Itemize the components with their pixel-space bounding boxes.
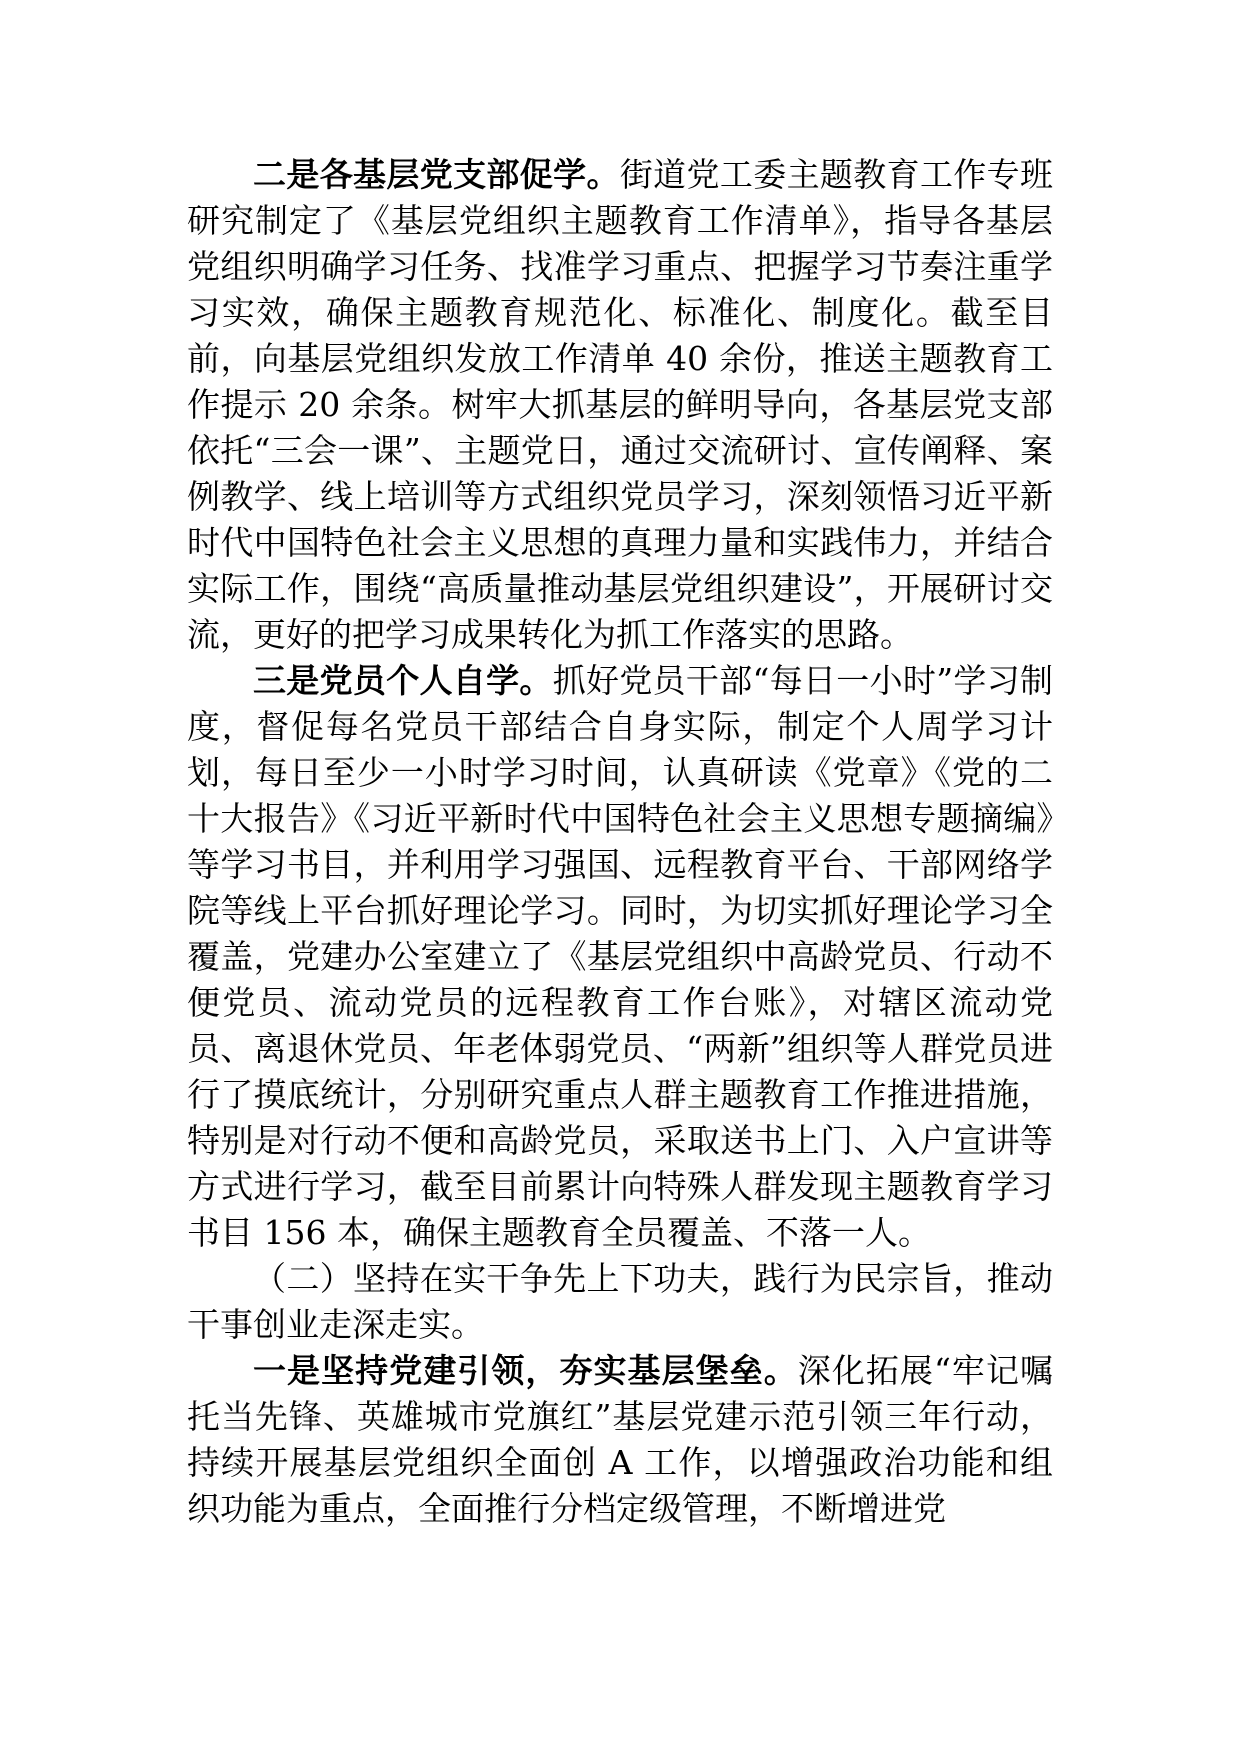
paragraph-body: 街道党工委主题教育工作专班研究制定了《基层党组织主题教育工作清单》，指导各基层党组织明确学习任务、找准学习重点、把握学习节奏注重学习实效，确保主题教育规范化、标准化、制度化。截至目前，向基层党组织发放工作清单 40 余份，推送主题教育工作提示 20 余条。树牢大抓基层的鲜明导向，各基层党支部依托“三会一课”、主题党日，通过交流研讨、宣传阐释、案例教学、线上培训等方式组织党员学习，深刻领悟习近平新时代中国特色社会主义思想的真理力量和实践伟力，并结合实际工作，围绕“高质量推动基层党组织建设”，开展研讨交流，更好的把学习成果转化为抓工作落实的思路。: [187, 155, 1054, 654]
paragraph-branch-study: [187, 152, 1053, 658]
paragraph-self-study: [187, 658, 1053, 1256]
paragraph-heading: 一是坚持党建引领，夯实基层堡垒。: [253, 1351, 798, 1390]
paragraph-body: 抓好党员干部“每日一小时”学习制度，督促每名党员干部结合自身实际，制定个人周学习计划，每日至少一小时学习时间，认真研读《党章》《党的二十大报告》《习近平新时代中国特色社会主义思想专题摘编》等学习书目，并利用学习强国、远程教育平台、干部网络学院等线上平台抓好理论学习。同时，为切实抓好理论学习全覆盖，党建办公室建立了《基层党组织中高龄党员、行动不便党员、流动党员的远程教育工作台账》，对辖区流动党员、离退休党员、年老体弱党员、“两新”组织等人群党员进行了摸底统计，分别研究重点人群主题教育工作推进措施，特别是对行动不便和高龄党员，采取送书上门、入户宣讲等方式进行学习，截至目前累计向特殊人群发现主题教育学习书目 156 本，确保主题教育全员覆盖、不落一人。: [187, 661, 1053, 1252]
section-heading-text: （二）坚持在实干争先上下功夫，践行为民宗旨，推动干事创业走深走实。: [187, 1259, 1053, 1344]
section-heading: [187, 1256, 1053, 1348]
paragraph-heading: 二是各基层党支部促学。: [253, 155, 620, 194]
paragraph-heading: 三是党员个人自学。: [253, 661, 553, 700]
document-page: [187, 152, 1053, 1532]
paragraph-party-building: [187, 1348, 1053, 1532]
paragraph-body: 深化拓展“牢记嘱托当先锋、英雄城市党旗红”基层党建示范引领三年行动，持续开展基层党组织全面创 A 工作，以增强政治功能和组织功能为重点，全面推行分档定级管理，不断增进党: [187, 1351, 1054, 1528]
